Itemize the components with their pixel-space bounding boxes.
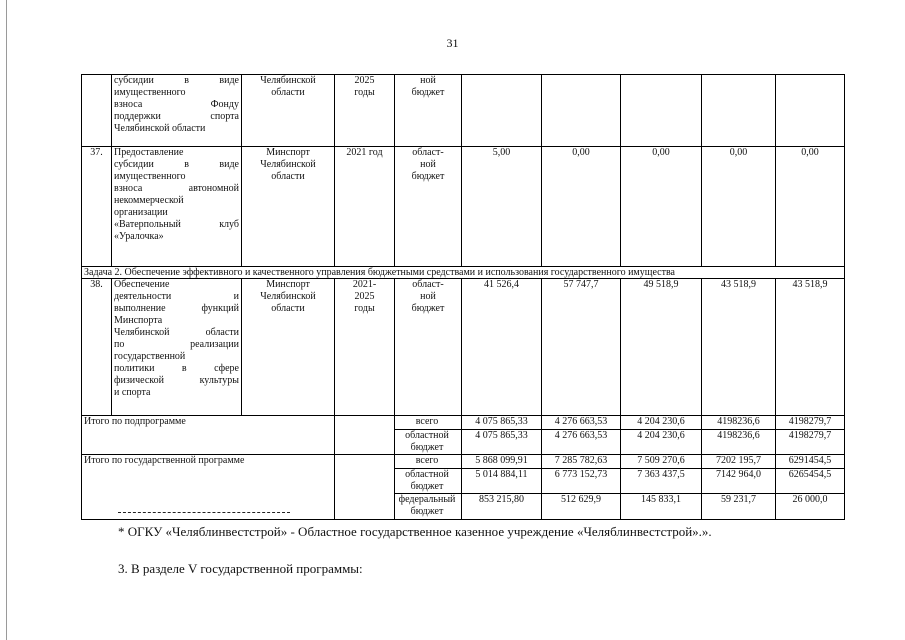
- amount-cell: 7 363 437,5: [621, 469, 702, 494]
- amount-cell: 4198236,6: [702, 416, 776, 430]
- budget-table: [81, 74, 845, 520]
- amount-cell: 4198279,7: [776, 416, 845, 430]
- cell-line: «Уралочка»: [114, 231, 164, 242]
- task-heading: Задача 2. Обеспечение эффективного и качественного управления бюджетными средствами и использования государственного имущества: [82, 267, 845, 279]
- amount-cell: 0,00: [702, 147, 776, 267]
- executor: [242, 147, 335, 267]
- period: [335, 279, 395, 416]
- funding-source: [395, 147, 462, 267]
- amount-cell: [462, 75, 542, 147]
- cell-line: Обеспечение: [114, 279, 170, 290]
- amount-cell: 49 518,9: [621, 279, 702, 416]
- amount-cell: 43 518,9: [776, 279, 845, 416]
- amount-cell: 4 075 865,33: [462, 430, 542, 455]
- cell-line: взноса Фонду: [114, 99, 239, 110]
- cell-line: «Ватерпольный клуб: [114, 219, 239, 230]
- amount-cell: 0,00: [776, 147, 845, 267]
- cell-line: и спорта: [114, 387, 151, 398]
- cell-line: Челябинской: [260, 291, 316, 302]
- executor: [242, 75, 335, 147]
- row-number: 38.: [82, 279, 112, 416]
- amount-cell: 6265454,5: [776, 469, 845, 494]
- amount-cell: 6 773 152,73: [542, 469, 621, 494]
- cell-line: субсидии в виде: [114, 75, 239, 86]
- cell-line: 2025: [354, 75, 375, 86]
- amount-cell: 41 526,4: [462, 279, 542, 416]
- cell-line: Минспорт: [266, 147, 310, 158]
- cell-line: област-: [412, 279, 444, 290]
- totals-spacer: [335, 416, 395, 455]
- table-row: [82, 279, 845, 416]
- amount-cell: 4 276 663,53: [542, 416, 621, 430]
- amount-cell: 4 204 230,6: [621, 430, 702, 455]
- footnote: * ОГКУ «Челяблинвестстрой» - Областное государственное казенное учреждение «Челяблинвестстрой».».: [118, 524, 712, 539]
- measure-name: [112, 279, 242, 416]
- amount-cell: [776, 75, 845, 147]
- amount-cell: [702, 75, 776, 147]
- table-row: [82, 75, 845, 147]
- amount-cell: [542, 75, 621, 147]
- amount-cell: 43 518,9: [702, 279, 776, 416]
- amount-cell: [621, 75, 702, 147]
- table-body: [82, 75, 845, 520]
- measure-name: [112, 147, 242, 267]
- amount-cell: 7142 964,0: [702, 469, 776, 494]
- cell-line: област-: [412, 147, 444, 158]
- totals-source: всего: [395, 416, 462, 430]
- amount-cell: 0,00: [621, 147, 702, 267]
- cell-line: области: [271, 303, 305, 314]
- cell-line: ной: [420, 75, 436, 86]
- cell-line: области: [271, 171, 305, 182]
- cell-line: политики в сфере: [114, 363, 239, 374]
- cell-line: деятельности и: [114, 291, 239, 302]
- cell-line: бюджет: [411, 171, 445, 182]
- cell-line: 2025: [354, 291, 375, 302]
- cell-line: Челябинской: [260, 159, 316, 170]
- cell-line: по реализации: [114, 339, 239, 350]
- cell-line: выполнение функций: [114, 303, 239, 314]
- cell-line: Минспорта: [114, 315, 163, 326]
- section-text: 3. В разделе V государственной программы:: [118, 561, 363, 576]
- amount-cell: 7 285 782,63: [542, 455, 621, 469]
- totals-row: [82, 416, 845, 430]
- cell-line: физической культуры: [114, 375, 239, 386]
- cell-line: имущественного: [114, 171, 186, 182]
- amount-cell: 4 075 865,33: [462, 416, 542, 430]
- totals-row: [82, 455, 845, 469]
- cell-line: Челябинской области: [114, 327, 239, 338]
- cell-line: субсидии в виде: [114, 159, 239, 170]
- cell-line: ной: [420, 291, 436, 302]
- totals-label: Итого по государственной программе: [82, 455, 335, 520]
- row-number: 37.: [82, 147, 112, 267]
- amount-cell: 0,00: [542, 147, 621, 267]
- footnote-separator: [118, 512, 290, 513]
- amount-cell: 7 509 270,6: [621, 455, 702, 469]
- row-number: [82, 75, 112, 147]
- amount-cell: 5,00: [462, 147, 542, 267]
- cell-line: имущественного: [114, 87, 186, 98]
- table-row: [82, 147, 845, 267]
- measure-name: [112, 75, 242, 147]
- amount-cell: 4198279,7: [776, 430, 845, 455]
- amount-cell: 4 276 663,53: [542, 430, 621, 455]
- totals-label: Итого по подпрограмме: [82, 416, 335, 455]
- page-edge: [6, 0, 7, 640]
- period: [335, 147, 395, 267]
- cell-line: 2021 год: [346, 147, 383, 158]
- amount-cell: 59 231,7: [702, 494, 776, 520]
- amount-cell: 512 629,9: [542, 494, 621, 520]
- totals-source: областной бюджет: [395, 430, 462, 455]
- amount-cell: 7202 195,7: [702, 455, 776, 469]
- cell-line: организации: [114, 207, 168, 218]
- cell-line: поддержки спорта: [114, 111, 239, 122]
- cell-line: Челябинской области: [114, 123, 206, 134]
- funding-source: [395, 279, 462, 416]
- task-row: [82, 267, 845, 279]
- amount-cell: 57 747,7: [542, 279, 621, 416]
- totals-source: областной бюджет: [395, 469, 462, 494]
- amount-cell: 853 215,80: [462, 494, 542, 520]
- cell-line: годы: [354, 87, 375, 98]
- totals-spacer: [335, 455, 395, 520]
- funding-source: [395, 75, 462, 147]
- cell-line: Предоставление: [114, 147, 184, 158]
- amount-cell: 5 014 884,11: [462, 469, 542, 494]
- totals-source: всего: [395, 455, 462, 469]
- cell-line: Минспорт: [266, 279, 310, 290]
- amount-cell: 5 868 099,91: [462, 455, 542, 469]
- amount-cell: 26 000,0: [776, 494, 845, 520]
- page-number: 31: [446, 36, 459, 50]
- cell-line: 2021-: [352, 279, 377, 290]
- amount-cell: 145 833,1: [621, 494, 702, 520]
- totals-source: федеральный бюджет: [395, 494, 462, 520]
- cell-line: годы: [354, 303, 375, 314]
- period: [335, 75, 395, 147]
- cell-line: некоммерческой: [114, 195, 184, 206]
- executor: [242, 279, 335, 416]
- cell-line: бюджет: [411, 87, 445, 98]
- amount-cell: 4 204 230,6: [621, 416, 702, 430]
- amount-cell: 6291454,5: [776, 455, 845, 469]
- cell-line: Челябинской: [260, 75, 316, 86]
- cell-line: ной: [420, 159, 436, 170]
- cell-line: взноса автономной: [114, 183, 239, 194]
- amount-cell: 4198236,6: [702, 430, 776, 455]
- cell-line: области: [271, 87, 305, 98]
- cell-line: государственной: [114, 351, 186, 362]
- cell-line: бюджет: [411, 303, 445, 314]
